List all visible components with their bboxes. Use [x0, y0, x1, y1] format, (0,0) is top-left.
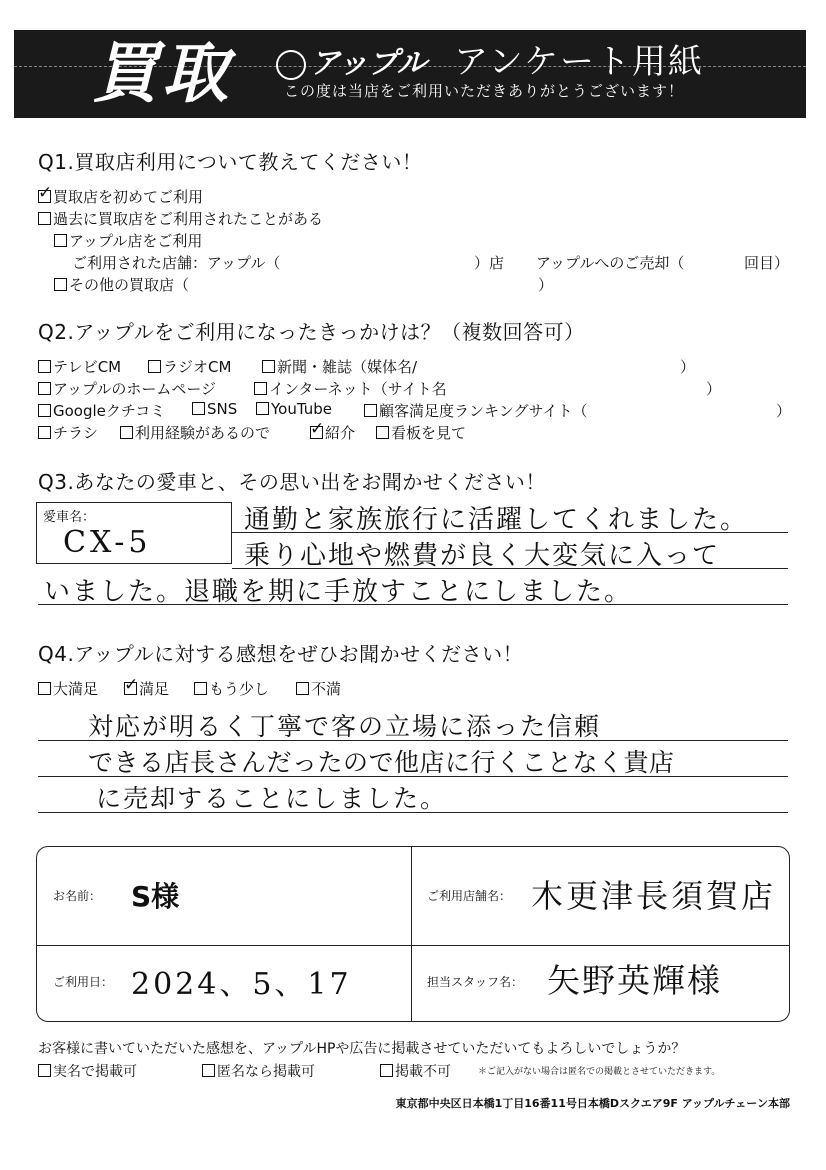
q2-title: Q2.アップルをご利用になったきっかけは？（複数回答可）: [38, 320, 585, 344]
q2-option-youtube[interactable]: YouTube: [256, 400, 332, 418]
q2-option-flyer[interactable]: チラシ: [38, 422, 98, 443]
company-address: 東京都中央区日本橋1丁目16番11号日本橋Dスクエア9F アップルチェーン本部: [395, 1097, 790, 1110]
checkbox-icon: [38, 682, 51, 695]
q1-sale-count-label: アップルへのご売却（: [536, 254, 685, 272]
info-vertical-divider: [411, 847, 412, 1021]
header-banner: [14, 30, 806, 118]
checkbox-icon: [380, 1064, 393, 1077]
q2-option-internet[interactable]: インターネット（サイト名: [254, 378, 447, 399]
checkbox-icon: [54, 278, 67, 291]
q1-option-other[interactable]: その他の買取店（: [54, 274, 189, 295]
q2-option-sns[interactable]: SNS: [192, 400, 237, 418]
thanks-text: この度は当店をご利用いただきありがとうございます！: [284, 82, 685, 100]
publication-note: ＊ご記入がない場合は匿名での掲載とさせていただきます。: [478, 1067, 721, 1077]
q2-option-experience[interactable]: 利用経験があるので: [120, 422, 270, 443]
checkbox-icon: [262, 360, 275, 373]
publish-not-allowed-option[interactable]: 掲載不可: [380, 1061, 451, 1081]
checkbox-icon: [120, 426, 133, 439]
checkbox-icon: [38, 426, 51, 439]
q2-option-referral[interactable]: ✓ 紹介: [310, 422, 355, 443]
apple-logo-icon: [276, 50, 306, 80]
q2-option-radiocm[interactable]: ラジオCM: [148, 356, 231, 377]
q4-option-little-more[interactable]: もう少し: [194, 678, 269, 699]
q4-title: Q4.アップルに対する感想をぜひお聞かせください！: [38, 642, 524, 666]
checkbox-icon: [194, 682, 207, 695]
q3-memory-line-2: 乗り心地や燃費が良く大変気に入って: [244, 541, 721, 571]
q2-option-homepage[interactable]: アップルのホームページ: [38, 378, 216, 399]
checkbox-icon: [376, 426, 389, 439]
q2-option-signboard[interactable]: 看板を見て: [376, 422, 466, 443]
checkbox-checked-icon: [38, 190, 51, 203]
car-name-value: CX-5: [63, 525, 152, 560]
checkbox-icon: [38, 382, 51, 395]
checkbox-icon: [38, 212, 51, 225]
staff-label: 担当スタッフ名：: [427, 975, 524, 989]
name-label: お名前：: [53, 889, 102, 903]
checkbox-icon: [364, 404, 377, 417]
checkbox-icon: [54, 234, 67, 247]
checkbox-icon: [296, 682, 309, 695]
name-value: S様: [131, 880, 180, 913]
q3-memory-line-3: いました。退職を期に手放すことにしました。: [44, 577, 633, 607]
q3-memory-line-1: 通勤と家族旅行に活躍してくれました。: [244, 505, 749, 535]
q1-option-apple[interactable]: アップル店をご利用: [54, 230, 202, 251]
date-label: ご利用日：: [53, 975, 114, 989]
checkbox-checked-icon: [124, 682, 137, 695]
checkbox-icon: [38, 360, 51, 373]
q2-option-ranking[interactable]: 顧客満足度ランキングサイト（: [364, 400, 588, 421]
q4-option-satisfied[interactable]: ✓ 満足: [124, 678, 169, 699]
q2-option-newspaper[interactable]: 新聞・雑誌（媒体名/: [262, 356, 417, 377]
q4-comment-line-2: できる店長さんだったので他店に行くことなく貴店: [88, 748, 675, 777]
checkbox-checked-icon: [310, 426, 323, 439]
checkbox-icon: [38, 404, 51, 417]
q4-option-very-satisfied[interactable]: 大満足: [38, 678, 98, 699]
store-label: ご利用店舗名：: [427, 889, 512, 903]
q1-title: Q1.買取店利用について教えてください！: [38, 150, 423, 174]
customer-info-box: [36, 846, 790, 1022]
publish-real-name-option[interactable]: 実名で掲載可: [38, 1061, 137, 1081]
q2-option-google[interactable]: Googleクチコミ: [38, 400, 165, 421]
q1-other-close: ）: [538, 276, 554, 294]
q4-comment-line-1: 対応が明るく丁寧で客の立場に添った信頼: [88, 712, 602, 741]
info-horizontal-divider: [37, 945, 789, 946]
q1-option-past[interactable]: 過去に買取店をご利用されたことがある: [38, 208, 323, 229]
publication-question: お客様に書いていただいた感想を、アップルHPや広告に掲載させていただいてもよろしいでしょうか？: [38, 1041, 686, 1057]
survey-title: アンケート用紙: [454, 42, 704, 82]
brand-name: [276, 38, 427, 82]
store-value: 木更津長須賀店: [531, 877, 777, 915]
q2-ranking-close: ）: [776, 402, 792, 420]
q4-comment-line-3: に売却することにしました。: [96, 784, 448, 813]
car-name-box: [36, 502, 232, 564]
checkbox-icon: [256, 402, 269, 415]
brand-text: アップル: [310, 46, 427, 81]
publish-anonymous-option[interactable]: 匿名なら掲載可: [202, 1061, 315, 1081]
q2-option-tvcm[interactable]: テレビCM: [38, 356, 121, 377]
q2-internet-close: ）: [706, 380, 722, 398]
header-kaitori-title: 買取: [92, 35, 232, 112]
date-value: 2024、5、17: [131, 967, 352, 1002]
staff-value: 矢野英輝様: [547, 961, 722, 1000]
q1-count-suffix: 回目）: [744, 254, 790, 272]
checkbox-icon: [192, 402, 205, 415]
q1-store-suffix: ）店: [474, 254, 505, 272]
q4-option-dissatisfied[interactable]: 不満: [296, 678, 341, 699]
q1-option-first[interactable]: ✓買取店を初めてご利用: [38, 186, 203, 207]
checkbox-icon: [254, 382, 267, 395]
q2-newspaper-close: ）: [680, 358, 696, 376]
checkbox-icon: [148, 360, 161, 373]
checkbox-icon: [38, 1064, 51, 1077]
car-name-label: 愛車名：: [43, 510, 96, 525]
q3-title: Q3.あなたの愛車と、その思い出をお聞かせください！: [38, 470, 546, 494]
checkbox-icon: [202, 1064, 215, 1077]
q1-used-store-label: ご利用された店舗：アップル（: [72, 254, 281, 272]
